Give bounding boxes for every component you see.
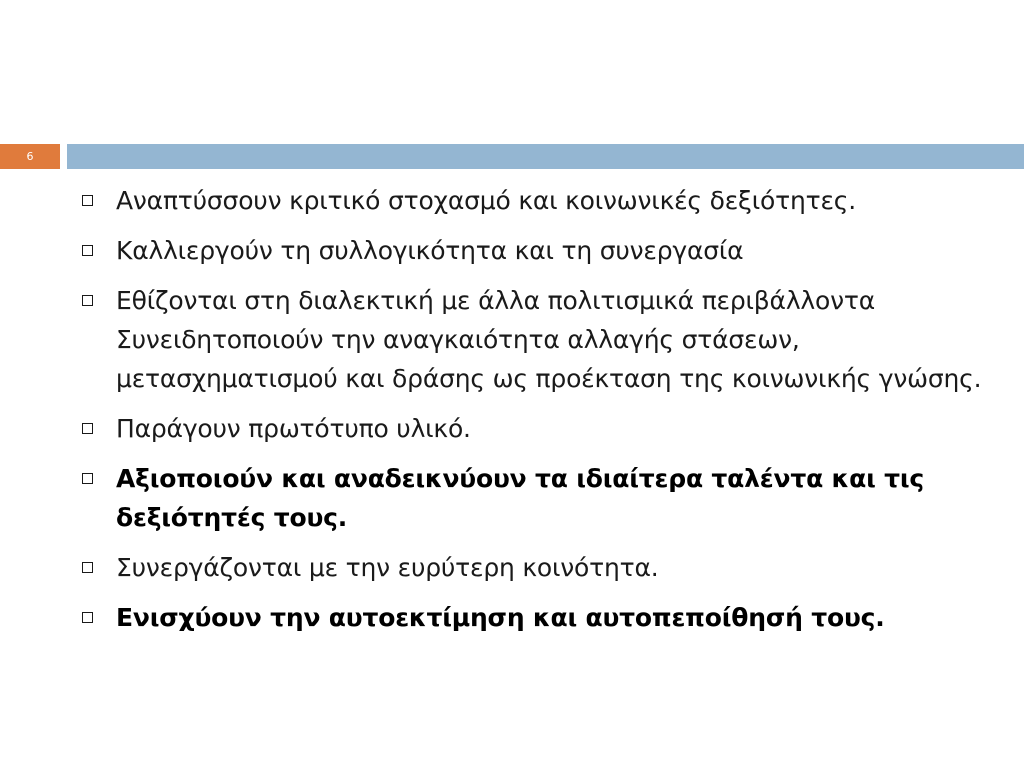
square-bullet-icon [82, 423, 93, 434]
bullet-text: Εθίζονται στη διαλεκτική με άλλα πολιτισμικά περιβάλλοντα Συνειδητοποιούν την αναγκαιότητα αλλαγής στάσεων, μετασχηματισμού και δράσης ως προέκταση της κοινωνικής γνώσης. [116, 286, 982, 393]
page-number: 6 [0, 144, 60, 169]
header-band [0, 144, 1024, 169]
bullet-item [80, 281, 990, 398]
bullet-text: Καλλιεργούν τη συλλογικότητα και τη συνεργασία [116, 236, 744, 265]
bullet-text: Ενισχύουν την αυτοεκτίμηση και αυτοπεποίθησή τους. [116, 603, 885, 632]
bullet-item [80, 181, 990, 220]
bullet-item [80, 598, 990, 637]
bullet-text: Αναπτύσσουν κριτικό στοχασμό και κοινωνικές δεξιότητες. [116, 186, 857, 215]
square-bullet-icon [82, 562, 93, 573]
square-bullet-icon [82, 245, 93, 256]
title-bar [67, 144, 1024, 169]
square-bullet-icon [82, 295, 93, 306]
bullet-item [80, 409, 990, 448]
bullet-item [80, 548, 990, 587]
bullet-text: Αξιοποιούν και αναδεικνύουν τα ιδιαίτερα ταλέντα και τις δεξιότητές τους. [116, 464, 925, 532]
square-bullet-icon [82, 473, 93, 484]
square-bullet-icon [82, 612, 93, 623]
bullet-list [80, 181, 990, 648]
bullet-text: Συνεργάζονται με την ευρύτερη κοινότητα. [116, 553, 659, 582]
bullet-item [80, 231, 990, 270]
square-bullet-icon [82, 195, 93, 206]
bullet-text: Παράγουν πρωτότυπο υλικό. [116, 414, 471, 443]
bullet-item [80, 459, 990, 537]
